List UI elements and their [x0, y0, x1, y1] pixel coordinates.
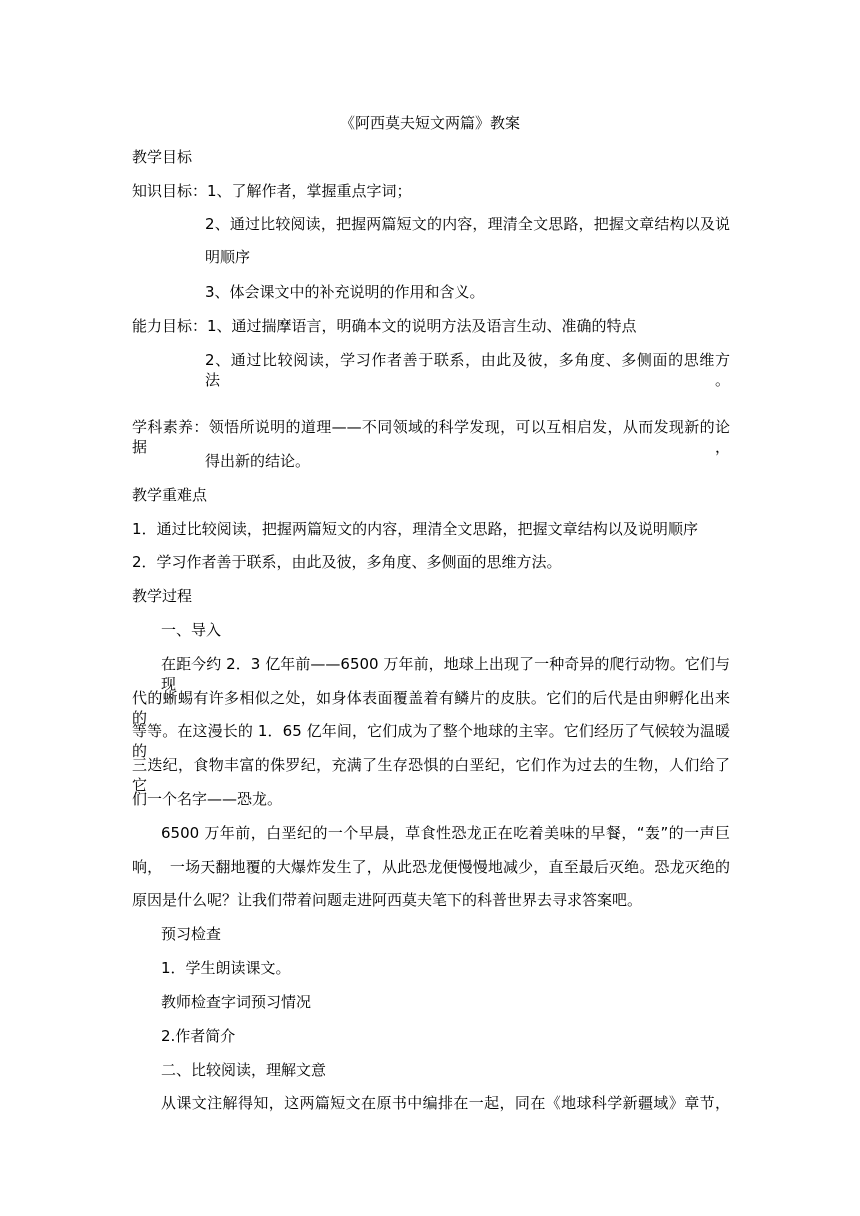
ability-objective-2: 2、通过比较阅读，学习作者善于联系，由此及彼，多角度、多侧面的思维方法。	[205, 351, 730, 389]
document-title: 《阿西莫夫短文两篇》教案	[339, 114, 520, 132]
ability-objective-1: 能力目标：1、通过揣摩语言，明确本文的说明方法及语言生动、准确的特点	[132, 317, 637, 335]
preview-item-1: 1．学生朗读课文。	[161, 959, 291, 977]
preview-teacher-check: 教师检查字词预习情况	[161, 993, 312, 1011]
intro-paragraph-1-line-3: 等等。在这漫长的 1．65 亿年间，它们成为了整个地球的主宰。它们经历了气候较为温暖的	[132, 722, 730, 760]
preview-item-2: 2.作者简介	[161, 1027, 236, 1045]
intro-paragraph-1-line-2: 代的蜥蜴有许多相似之处，如身体表面覆盖着有鳞片的皮肤。它们的后代是由卵孵化出来的	[132, 689, 730, 727]
knowledge-objective-2-line-2: 明顺序	[205, 248, 251, 266]
literacy-objective-line-1: 学科素养：领悟所说明的道理——不同领域的科学发现，可以互相启发，从而发现新的论据，	[132, 418, 730, 456]
knowledge-objective-1: 知识目标：1、了解作者，掌握重点字词；	[132, 182, 412, 200]
heading-teaching-process: 教学过程	[132, 587, 193, 605]
difficulty-item-2: 2．学习作者善于联系，由此及彼，多角度、多侧面的思维方法。	[132, 553, 562, 571]
heading-key-difficulties: 教学重难点	[132, 486, 208, 504]
intro-paragraph-2-line-2: 响， 一场天翻地覆的大爆炸发生了，从此恐龙便慢慢地减少，直至最后灭绝。恐龙灭绝的	[132, 858, 730, 876]
difficulty-item-1: 1．通过比较阅读，把握两篇短文的内容，理清全文思路，把握文章结构以及说明顺序	[132, 520, 698, 538]
heading-teaching-objectives: 教学目标	[132, 148, 193, 166]
preview-check-heading: 预习检查	[161, 925, 222, 943]
intro-paragraph-1-line-5: 们一个名字——恐龙。	[132, 790, 283, 808]
section-heading-introduction: 一、导入	[161, 621, 222, 639]
knowledge-objective-3: 3、体会课文中的补充说明的作用和含义。	[205, 283, 485, 301]
intro-paragraph-2-line-1: 6500 万年前，白垩纪的一个早晨，草食性恐龙正在吃着美味的早餐，“轰”的一声巨	[161, 824, 730, 842]
intro-paragraph-1-line-1: 在距今约 2．3 亿年前——6500 万年前，地球上出现了一种奇异的爬行动物。它们与现	[161, 655, 730, 693]
knowledge-objective-2-line-1: 2、通过比较阅读，把握两篇短文的内容，理清全文思路，把握文章结构以及说	[205, 215, 730, 233]
intro-paragraph-2-line-3: 原因是什么呢？让我们带着问题走进阿西莫夫笔下的科普世界去寻求答案吧。	[132, 891, 643, 909]
comparative-reading-paragraph-line-1: 从课文注解得知，这两篇短文在原书中编排在一起，同在《地球科学新疆域》章节，	[161, 1094, 730, 1112]
literacy-objective-line-2: 得出新的结论。	[205, 452, 311, 470]
intro-paragraph-1-line-4: 三迭纪，食物丰富的侏罗纪，充满了生存恐惧的白垩纪，它们作为过去的生物，人们给了它	[132, 756, 730, 794]
section-heading-comparative-reading: 二、比较阅读，理解文意	[161, 1061, 327, 1079]
